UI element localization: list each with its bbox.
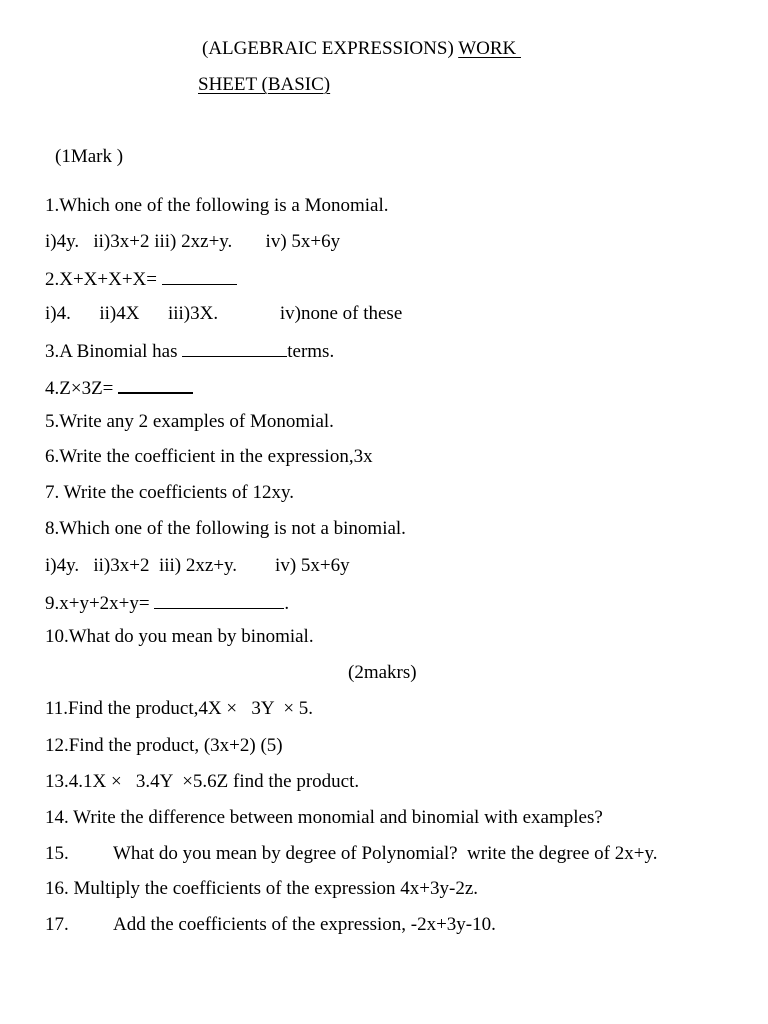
question-3-after: terms. [287, 341, 335, 362]
section1-mark: (1Mark ) [55, 146, 124, 167]
title-part2: WORK [458, 38, 521, 59]
question-2-options: i)4. ii)4X iii)3X. iv)none of these [45, 303, 403, 324]
question-15-number: 15. [45, 843, 69, 864]
title-line-1 [202, 38, 521, 60]
answer-blank [118, 375, 193, 394]
question-4-text: 4.Z×3Z= [45, 378, 119, 399]
section2-mark: (2makrs) [348, 662, 417, 683]
question-10: 10.What do you mean by binomial. [45, 626, 314, 647]
question-9 [45, 591, 289, 615]
answer-blank [162, 267, 237, 285]
question-17-number: 17. [45, 914, 69, 935]
question-8: 8.Which one of the following is not a binomial. [45, 518, 406, 539]
question-9-before: 9.x+y+2x+y= [45, 593, 155, 614]
question-12: 12.Find the product, (3x+2) (5) [45, 735, 283, 756]
title-part1: (ALGEBRAIC EXPRESSIONS) [202, 38, 459, 59]
question-11: 11.Find the product,4X × 3Y × 5. [45, 698, 314, 719]
question-3-before: 3.A Binomial has [45, 341, 183, 362]
question-15 [45, 843, 657, 865]
question-16: 16. Multiply the coefficients of the expression 4x+3y-2z. [45, 878, 479, 899]
question-17 [45, 914, 496, 936]
question-6: 6.Write the coefficient in the expression,3x [45, 446, 373, 467]
question-9-after: . [284, 593, 290, 614]
answer-blank [182, 339, 287, 357]
question-13: 13.4.1X × 3.4Y ×5.6Z find the product. [45, 771, 360, 792]
question-15-text: What do you mean by degree of Polynomial? write the degree of 2x+y. [113, 843, 658, 864]
question-2 [45, 267, 237, 291]
title-line-2: SHEET (BASIC) [198, 74, 331, 95]
question-7: 7. Write the coefficients of 12xy. [45, 482, 294, 503]
question-8-options: i)4y. ii)3x+2 iii) 2xz+y. iv) 5x+6y [45, 555, 350, 576]
answer-blank [154, 591, 284, 609]
question-2-text: 2.X+X+X+X= [45, 269, 162, 290]
question-17-text: Add the coefficients of the expression, -2x+3y-10. [113, 914, 496, 935]
question-5: 5.Write any 2 examples of Monomial. [45, 411, 334, 432]
question-14: 14. Write the difference between monomial and binomial with examples? [45, 807, 603, 828]
question-1-options: i)4y. ii)3x+2 iii) 2xz+y. iv) 5x+6y [45, 231, 341, 252]
question-3 [45, 339, 334, 363]
question-4 [45, 375, 193, 400]
question-1: 1.Which one of the following is a Monomial. [45, 195, 389, 216]
